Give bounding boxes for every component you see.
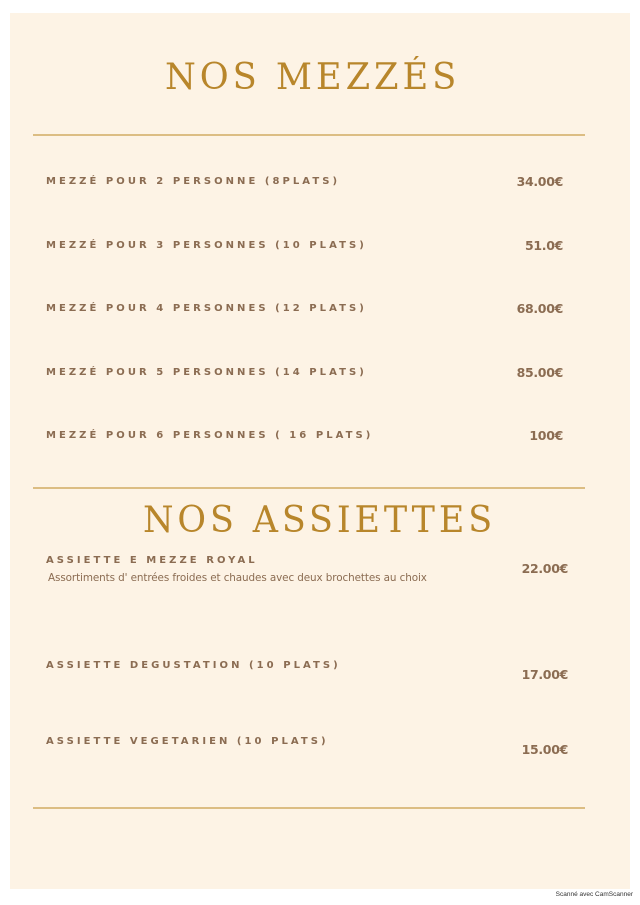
assiette-item-description: Assortiments d' entrées froides et chaudes avec deux brochettes au choix	[48, 572, 427, 584]
mezzes-title: NOS MEZZÉS	[165, 57, 461, 98]
mezze-item-price: 100€	[529, 428, 563, 443]
mezze-item-price: 68.00€	[516, 301, 563, 316]
mezze-item-price: 85.00€	[516, 365, 563, 380]
mezze-item-name: MEZZÉ POUR 4 PERSONNES (12 PLATS)	[46, 303, 367, 314]
mezze-item-price: 34.00€	[516, 174, 563, 189]
mezze-item-price: 51.0€	[524, 238, 563, 253]
assiette-item-name: ASSIETTE VEGETARIEN (10 PLATS)	[46, 736, 329, 747]
mezze-item-name: MEZZÉ POUR 5 PERSONNES (14 PLATS)	[46, 367, 367, 378]
divider-bottom	[33, 807, 585, 809]
divider-middle	[33, 487, 585, 489]
assiette-item-price: 22.00€	[521, 561, 568, 576]
mezze-item-name: MEZZÉ POUR 2 PERSONNE (8PLATS)	[46, 176, 341, 187]
scanner-watermark: Scanné avec CamScanner	[555, 891, 633, 898]
divider-top	[33, 134, 585, 136]
assiette-item-name: ASSIETTE E MEZZE ROYAL	[46, 555, 258, 566]
mezze-item-name: MEZZÉ POUR 3 PERSONNES (10 PLATS)	[46, 240, 367, 251]
assiette-item-name: ASSIETTE DEGUSTATION (10 PLATS)	[46, 660, 341, 671]
assiette-item-price: 15.00€	[521, 742, 568, 757]
menu-page	[10, 13, 630, 889]
mezze-item-name: MEZZÉ POUR 6 PERSONNES ( 16 PLATS)	[46, 430, 374, 441]
assiettes-title: NOS ASSIETTES	[143, 500, 497, 541]
assiette-item-price: 17.00€	[521, 667, 568, 682]
